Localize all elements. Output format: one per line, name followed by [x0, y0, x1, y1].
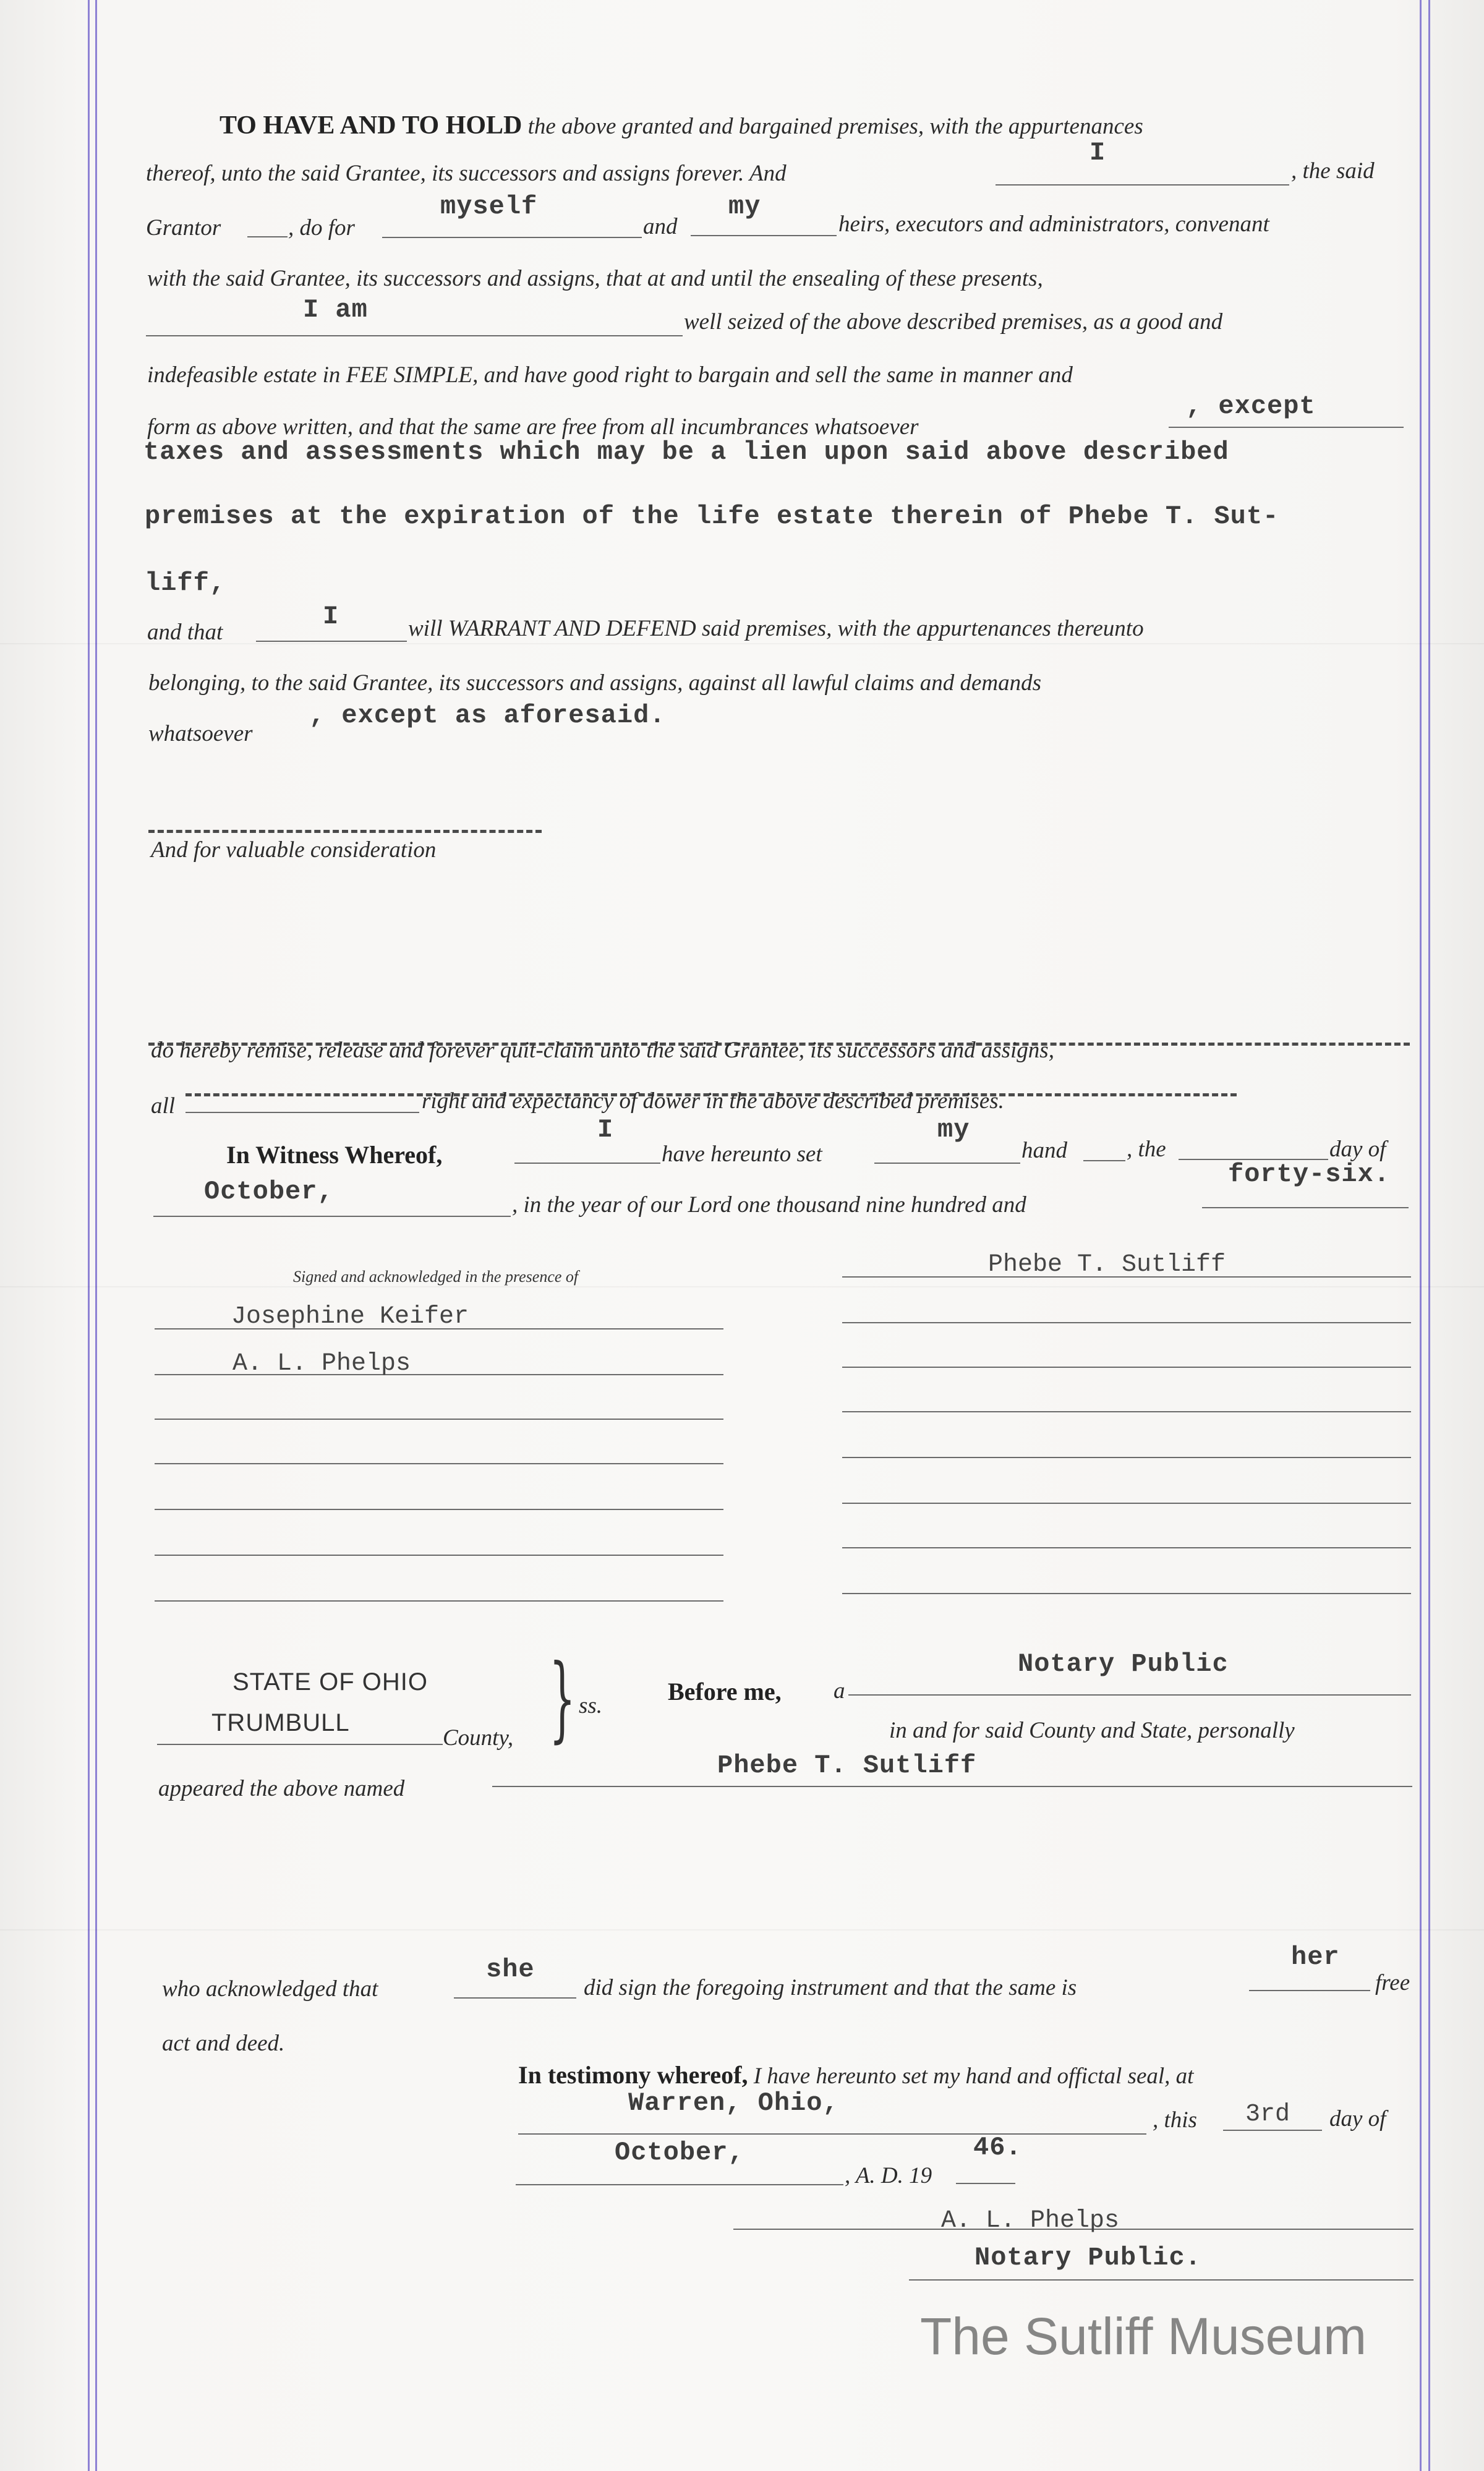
remise-text: do hereby remise, release and forever quit-claim unto the said Grantee, its successors and assigns,: [151, 1038, 1054, 1063]
typed-appeared-name: Phebe T. Sutliff: [717, 1751, 977, 1780]
ack-text: did sign the foregoing instrument and that the same is: [584, 1975, 1077, 2000]
witness-text: have hereunto set: [662, 1142, 822, 1167]
witness-line: [155, 1419, 723, 1420]
typed-fill-warrant: I: [323, 602, 339, 631]
witness-year-text: , in the year of our Lord one thousand nine hundred and: [512, 1192, 1026, 1218]
ack-text: , A. D. 19: [845, 2163, 932, 2188]
witness-text: day of: [1329, 1137, 1386, 1162]
typed-day: 3rd: [1245, 2101, 1290, 2128]
witness-name-2: A. L. Phelps: [232, 1350, 411, 1378]
typed-fill-grantor: I: [1090, 138, 1106, 168]
blank-line: [956, 2183, 1015, 2184]
blank-line: [186, 1112, 419, 1113]
typed-exception-line-3: liff,: [145, 568, 226, 598]
blank-line: [492, 1786, 1412, 1787]
notary-signature: A. L. Phelps: [941, 2207, 1120, 2235]
typed-exception-line-1: taxes and assessments which may be a lien upon said above described: [143, 437, 1229, 467]
blank-line: [874, 1163, 1020, 1164]
signature-line: [842, 1457, 1411, 1458]
blank-line: [247, 236, 288, 237]
ack-text: , this: [1153, 2107, 1197, 2133]
ack-text: day of: [1329, 2106, 1386, 2132]
typed-fill-witness-i: I: [597, 1115, 614, 1145]
typed-officer-title: Notary Public: [1018, 1649, 1229, 1679]
blank-line: [1083, 1160, 1125, 1161]
dower-all: all: [151, 1093, 176, 1119]
typed-fill-my: my: [728, 192, 761, 221]
habendum-text: heirs, executors and administrators, convenant: [838, 211, 1269, 237]
blank-line: [382, 237, 642, 238]
blank-line: [1202, 1207, 1409, 1208]
ack-text: a: [834, 1678, 845, 1704]
ack-text: who acknowledged that: [162, 1976, 378, 2002]
habendum-grantor: Grantor: [146, 215, 221, 241]
blank-line: [153, 1216, 511, 1217]
witness-text: hand: [1021, 1138, 1067, 1163]
signature-line: [842, 1411, 1411, 1412]
paper-fold: [0, 1286, 1484, 1287]
paper-fold: [0, 1929, 1484, 1931]
testimony-heading: In testimony whereof,: [518, 2061, 748, 2089]
witness-line: [155, 1555, 723, 1556]
grantor-signature: Phebe T. Sutliff: [988, 1251, 1226, 1279]
typed-fill-month: October,: [204, 1177, 334, 1206]
witness-line: [155, 1509, 723, 1510]
blank-line: [518, 2133, 1146, 2135]
witness-name-1: Josephine Keifer: [231, 1303, 469, 1331]
witness-text: , the: [1127, 1137, 1166, 1162]
county-label: County,: [443, 1725, 514, 1751]
typed-month: October,: [615, 2138, 744, 2167]
state-label: STATE OF OHIO: [232, 1668, 428, 1696]
typed-fill-aforesaid: , except as aforesaid.: [309, 701, 666, 730]
habendum-line-4: with the said Grantee, its successors and assigns, that at and until the ensealing of these presents,: [147, 266, 1043, 291]
witness-line: [155, 1600, 723, 1602]
signature-line: [842, 1503, 1411, 1504]
signature-line: [842, 1547, 1411, 1548]
ack-text: act and deed.: [162, 2031, 285, 2056]
county-name: TRUMBULL: [211, 1709, 350, 1736]
ss-label: ss.: [579, 1693, 603, 1718]
habendum-line-7: form as above written, and that the same are free from all incumbrances whatsoever: [147, 414, 919, 440]
habendum-line-2: thereof, unto the said Grantee, its successors and assigns forever. And: [146, 161, 787, 186]
blank-line: [514, 1163, 660, 1164]
warrant-line-2: belonging, to the said Grantee, its successors and assigns, against all lawful claims and demands: [148, 670, 1042, 696]
signature-line: [842, 1322, 1411, 1323]
typed-fill-her: her: [1291, 1942, 1340, 1972]
habendum-text: , do for: [288, 215, 355, 241]
ack-text: in and for said County and State, personally: [889, 1718, 1295, 1743]
typed-fill-year: forty-six.: [1228, 1159, 1391, 1189]
typed-fill-except: , except: [1186, 391, 1316, 421]
habendum-line-5: well seized of the above described premises, as a good and: [684, 309, 1223, 335]
ack-text: free: [1375, 1970, 1410, 1995]
left-margin-rule-inner: [95, 0, 97, 2471]
habendum-text: , the said: [1291, 158, 1375, 184]
habendum-line-6: indefeasible estate in FEE SIMPLE, and have good right to bargain and sell the same in manner and: [147, 362, 1073, 388]
blank-line: [1223, 2130, 1322, 2131]
consideration-text: And for valuable consideration: [151, 837, 437, 863]
blank-line: [256, 641, 407, 642]
testimony-wrap: [518, 2063, 1193, 2088]
typed-year: 46.: [973, 2133, 1022, 2162]
typed-fill-myself: myself: [440, 192, 538, 221]
notary-title: Notary Public.: [974, 2243, 1201, 2273]
strikeout-dashes: [148, 830, 542, 833]
witness-heading-wrap: [226, 1143, 442, 1167]
blank-line: [1169, 427, 1404, 428]
right-margin-rule-inner: [1420, 0, 1422, 2471]
habendum-text: the above granted and bargained premises, with the appurtenances: [527, 114, 1143, 139]
habendum-heading: TO HAVE AND TO HOLD: [220, 111, 522, 140]
typed-exception-line-2: premises at the expiration of the life estate therein of Phebe T. Sut-: [145, 501, 1279, 531]
blank-line: [454, 1997, 576, 1999]
before-me-wrap: [668, 1679, 782, 1704]
blank-line: [996, 184, 1289, 186]
blank-line: [1249, 1990, 1370, 1991]
signature-line: [842, 1367, 1411, 1368]
witness-line: [155, 1463, 723, 1464]
blank-line: [909, 2279, 1414, 2281]
blank-line: [146, 335, 683, 336]
before-me-heading: Before me,: [668, 1678, 782, 1705]
left-margin-rule: [88, 0, 90, 2471]
museum-watermark: The Sutliff Museum: [920, 2307, 1367, 2365]
warrant-text: will WARRANT AND DEFEND said premises, with the appurtenances thereunto: [408, 616, 1144, 641]
blank-line: [848, 1694, 1411, 1696]
blank-line: [691, 235, 837, 236]
typed-fill-she: she: [486, 1955, 535, 1984]
dower-expectancy: right and expectancy of dower in the above described premises.: [422, 1088, 1004, 1114]
habendum-line-1: [220, 113, 1143, 139]
witness-heading: In Witness Whereof,: [226, 1141, 443, 1169]
warrant-line-3: whatsoever: [148, 721, 253, 746]
blank-line: [157, 1744, 443, 1745]
brace-icon: }: [549, 1645, 576, 1752]
testimony-text: I have hereunto set my hand and offictal seal, at: [753, 2063, 1194, 2089]
signature-line: [842, 1593, 1411, 1594]
warrant-text: and that: [147, 620, 223, 645]
right-margin-rule: [1428, 0, 1430, 2471]
typed-place: Warren, Ohio,: [628, 2088, 839, 2118]
typed-fill-i-am: I am: [303, 295, 368, 325]
typed-fill-witness-my: my: [937, 1115, 970, 1145]
blank-line: [516, 2184, 843, 2185]
presence-label: Signed and acknowledged in the presence of: [293, 1268, 579, 1286]
ack-text: appeared the above named: [158, 1776, 405, 1801]
habendum-text: and: [643, 214, 678, 239]
